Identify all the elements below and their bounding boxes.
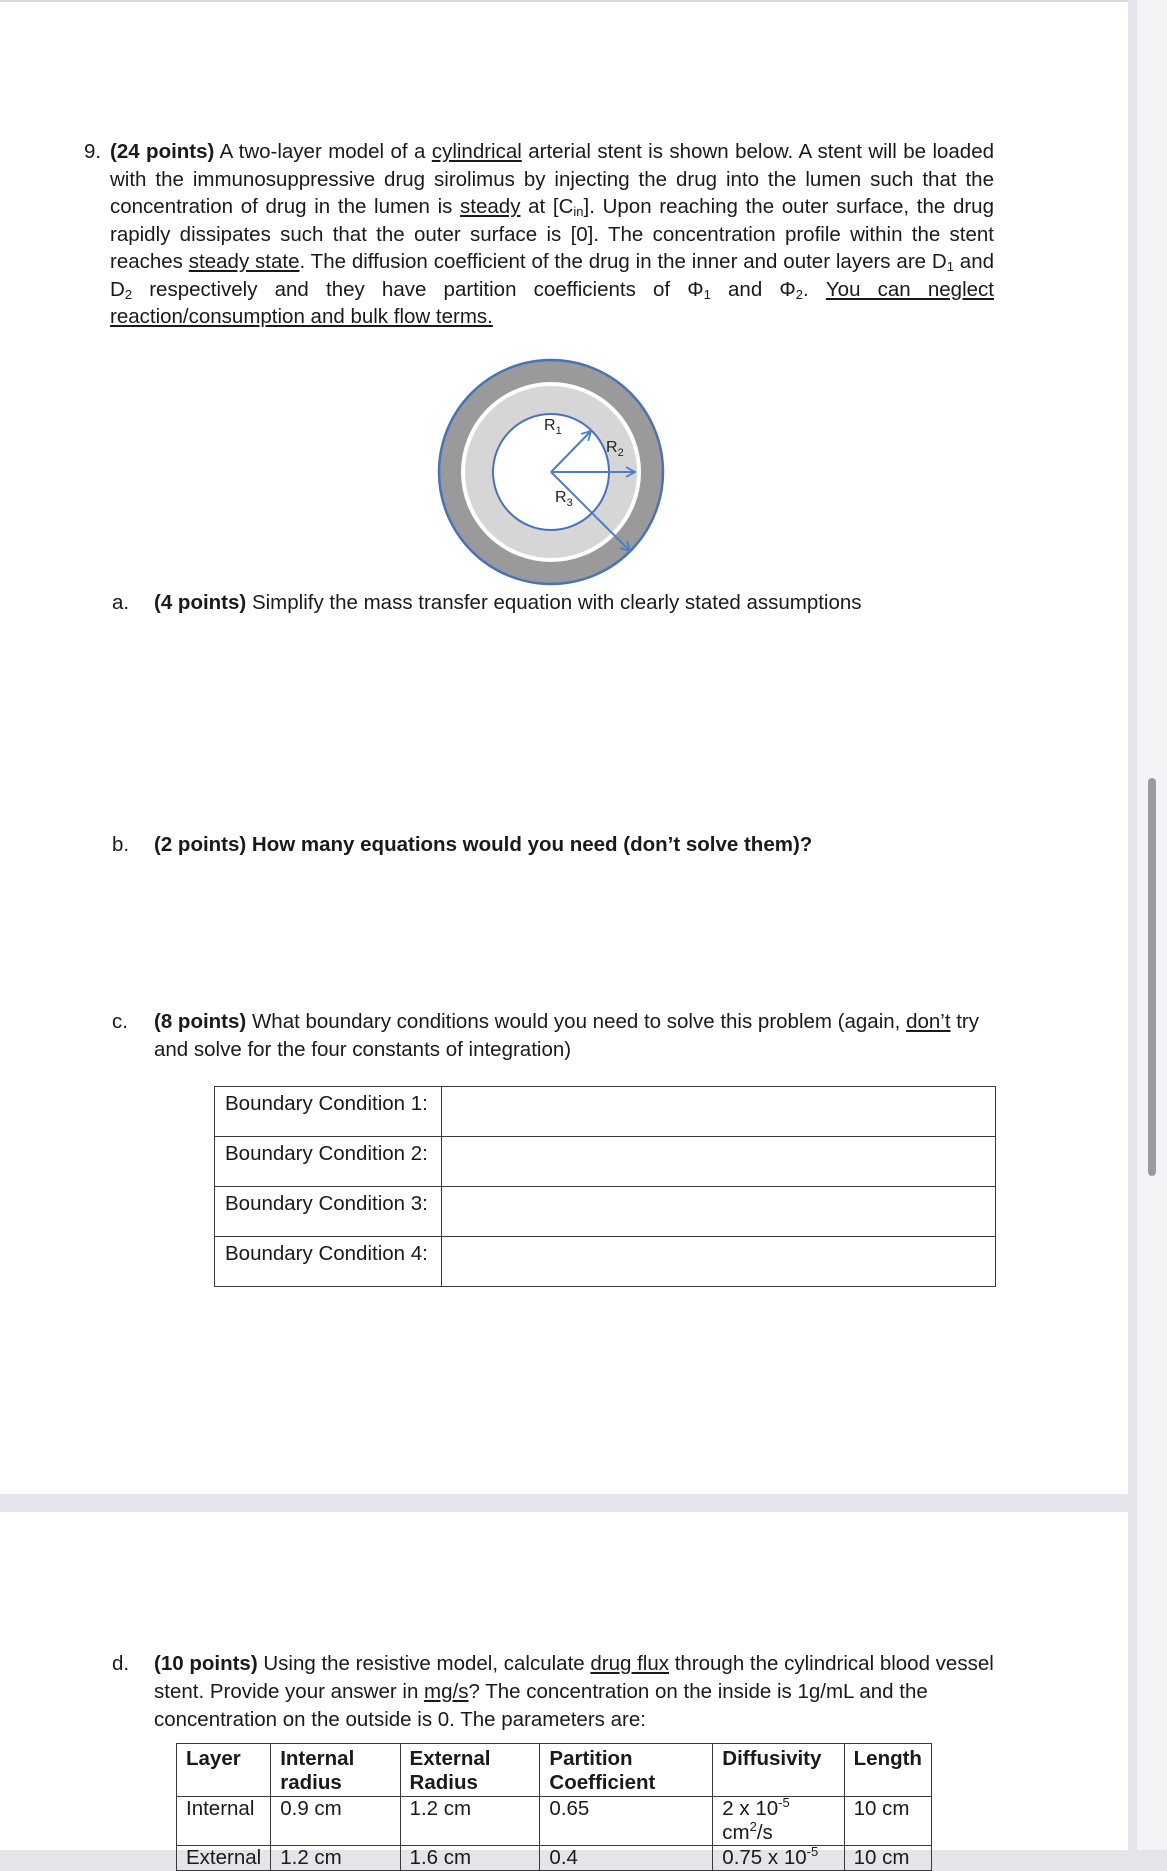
r3-label: $R_3$ (555, 489, 573, 509)
r2-label: $R_2$ (606, 439, 624, 459)
table-row: Boundary Condition 1: (215, 1087, 996, 1137)
table-row: External 1.2 cm 1.6 cm 0.4 0.75 x $10^{-5}$ 10 cm (177, 1846, 932, 1871)
table-row: Boundary Condition 3: (215, 1187, 996, 1237)
part-b: b. (2 points) How many equations would you need (don’t solve them)? (112, 833, 813, 856)
part-c: c. (8 points) What boundary conditions would you need to solve this problem (again, don’t try and solve for the four constants of integration) (112, 1010, 979, 1061)
diffusivity-cell: 2 x $10^{-5}$ $cm^2/s$ (713, 1797, 844, 1846)
document-page-2 (0, 1512, 1128, 1869)
answer-cell (442, 1087, 996, 1137)
question-number: 9. (84, 140, 102, 163)
part-a: a. (4 points) Simplify the mass transfer equation with clearly stated assumptions (112, 591, 862, 614)
scrollbar-thumb[interactable] (1148, 778, 1156, 1176)
question-9 (84, 138, 994, 331)
boundary-conditions-table (214, 1086, 996, 1287)
question-text: (24 points) A two-layer model of a cylindrical arterial stent is shown below. A stent will be loaded with the immunosuppressive drug sirolimus by injecting the drug into the lumen such that the concentration of drug in the lumen is steady at $[C_{in}]$. Upon reaching the outer surface, the drug rapidly dissipates such that the outer surface is [0]. The concentration profile within the stent reaches steady state. The diffusion coefficient of the drug in the inner and outer layers are $D_1$ and $D_2$ respectively and they have partition coefficients of $\Phi_1$ and $\Phi_2$. You can neglect reaction/consumption and bulk flow terms. (110, 140, 994, 328)
scrollbar[interactable] (1137, 0, 1167, 1850)
question-points: (24 points) (110, 140, 215, 163)
stent-diagram (436, 357, 666, 587)
answer-cell (442, 1137, 996, 1187)
parameters-table (176, 1743, 932, 1871)
table-header-row: Layer Internal radius External Radius Partition Coefficient Diffusivity Length (177, 1744, 932, 1797)
table-row: Boundary Condition 4: (215, 1237, 996, 1287)
table-row: Boundary Condition 2: (215, 1137, 996, 1187)
part-d: d. (10 points) Using the resistive model, calculate drug flux through the cylindrical blood vessel stent. Provide your answer in mg/s? The concentration on the inside is 1g/mL and the concentration on the outside is 0. The parameters are: (112, 1652, 994, 1731)
answer-cell (442, 1187, 996, 1237)
diffusivity-cell: 0.75 x $10^{-5}$ (713, 1846, 844, 1871)
answer-cell (442, 1237, 996, 1287)
r1-label: $R_1$ (544, 417, 562, 437)
table-row: Internal 0.9 cm 1.2 cm 0.65 2 x $10^{-5}$ $cm^2/s$ 10 cm (177, 1797, 932, 1846)
